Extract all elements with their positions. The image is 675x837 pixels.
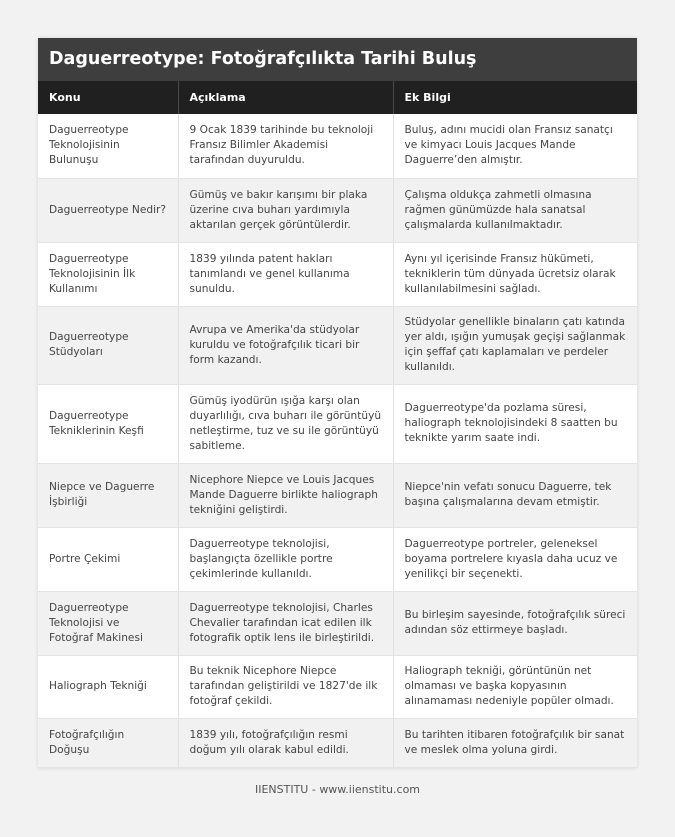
column-header-konu: Konu <box>38 81 178 114</box>
table-cell-konu: Daguerreotype Teknolojisinin Bulunuşu <box>38 114 178 178</box>
column-header-aciklama: Açıklama <box>178 81 393 114</box>
table-cell-aciklama: 9 Ocak 1839 tarihinde bu teknoloji Fransız Bilimler Akademisi tarafından duyuruldu. <box>178 114 393 178</box>
table-cell-ek-bilgi: Çalışma oldukça zahmetli olmasına rağmen günümüzde hala sanatsal çalışmalarda kullanılmaktadır. <box>393 178 637 242</box>
table-row <box>38 178 637 242</box>
table-row <box>38 114 637 178</box>
table-header-row <box>38 81 637 114</box>
content-card <box>38 38 637 768</box>
table-cell-ek-bilgi: Bu birleşim sayesinde, fotoğrafçılık süreci adından söz ettirmeye başladı. <box>393 591 637 655</box>
table-cell-konu: Daguerreotype Teknolojisi ve Fotoğraf Makinesi <box>38 591 178 655</box>
table-cell-ek-bilgi: Daguerreotype portreler, geleneksel boyama portrelere kıyasla daha ucuz ve yenilikçi bir seçenekti. <box>393 527 637 591</box>
table-cell-ek-bilgi: Bu tarihten itibaren fotoğrafçılık bir sanat ve meslek olma yoluna girdi. <box>393 718 637 767</box>
table-cell-konu: Daguerreotype Tekniklerinin Keşfi <box>38 384 178 463</box>
table-cell-konu: Daguerreotype Nedir? <box>38 178 178 242</box>
table-row <box>38 527 637 591</box>
table-cell-konu: Daguerreotype Teknolojisinin İlk Kullanımı <box>38 242 178 306</box>
table-row <box>38 306 637 384</box>
table-row <box>38 718 637 767</box>
table-cell-aciklama: Avrupa ve Amerika'da stüdyolar kuruldu ve fotoğrafçılık ticari bir form kazandı. <box>178 306 393 384</box>
table-row <box>38 463 637 527</box>
table-cell-aciklama: Daguerreotype teknolojisi, başlangıçta özellikle portre çekimlerinde kullanıldı. <box>178 527 393 591</box>
data-table <box>38 81 637 768</box>
column-header-ek-bilgi: Ek Bilgi <box>393 81 637 114</box>
table-cell-aciklama: Nicephore Niepce ve Louis Jacques Mande Daguerre birlikte haliograph tekniğini geliştirdi. <box>178 463 393 527</box>
table-cell-ek-bilgi: Daguerreotype'da pozlama süresi, haliograph teknolojisindeki 8 saatten bu teknikte yarım saate indi. <box>393 384 637 463</box>
page-title: Daguerreotype: Fotoğrafçılıkta Tarihi Buluş <box>38 38 637 81</box>
table-row <box>38 384 637 463</box>
table-cell-konu: Haliograph Tekniği <box>38 655 178 718</box>
table-cell-aciklama: Daguerreotype teknolojisi, Charles Chevalier tarafından icat edilen ilk fotografik optik lens ile birleştirildi. <box>178 591 393 655</box>
table-cell-aciklama: Bu teknik Nicephore Niepce tarafından geliştirildi ve 1827'de ilk fotoğraf çekildi. <box>178 655 393 718</box>
table-cell-ek-bilgi: Stüdyolar genellikle binaların çatı katında yer aldı, ışığın yumuşak geçişi sağlanmak için şeffaf çatı kaplamaları ve perdeler kullanıldı. <box>393 306 637 384</box>
table-cell-ek-bilgi: Aynı yıl içerisinde Fransız hükümeti, tekniklerin tüm dünyada ücretsiz olarak kullanılabilmesini sağladı. <box>393 242 637 306</box>
table-row <box>38 591 637 655</box>
table-cell-konu: Fotoğrafçılığın Doğuşu <box>38 718 178 767</box>
table-cell-konu: Portre Çekimi <box>38 527 178 591</box>
table-cell-ek-bilgi: Buluş, adını mucidi olan Fransız sanatçı ve kimyacı Louis Jacques Mande Daguerre’den almıştır. <box>393 114 637 178</box>
table-cell-aciklama: Gümüş iyodürün ışığa karşı olan duyarlılığı, cıva buharı ile görüntüyü netleştirme, tuz ve su ile görüntüyü sabitleme. <box>178 384 393 463</box>
table-row <box>38 242 637 306</box>
table-cell-aciklama: 1839 yılında patent hakları tanımlandı ve genel kullanıma sunuldu. <box>178 242 393 306</box>
table-cell-ek-bilgi: Niepce'nin vefatı sonucu Daguerre, tek başına çalışmalarına devam etmiştir. <box>393 463 637 527</box>
table-row <box>38 655 637 718</box>
table-cell-konu: Daguerreotype Stüdyoları <box>38 306 178 384</box>
table-cell-aciklama: 1839 yılı, fotoğrafçılığın resmi doğum yılı olarak kabul edildi. <box>178 718 393 767</box>
footer-credit: IIENSTITU - www.iienstitu.com <box>254 783 421 796</box>
table-cell-ek-bilgi: Haliograph tekniği, görüntünün net olmaması ve başka kopyasının alınamaması nedeniyle popüler olmadı. <box>393 655 637 718</box>
table-cell-aciklama: Gümüş ve bakır karışımı bir plaka üzerine cıva buharı yardımıyla aktarılan gerçek görüntülerdir. <box>178 178 393 242</box>
table-cell-konu: Niepce ve Daguerre İşbirliği <box>38 463 178 527</box>
